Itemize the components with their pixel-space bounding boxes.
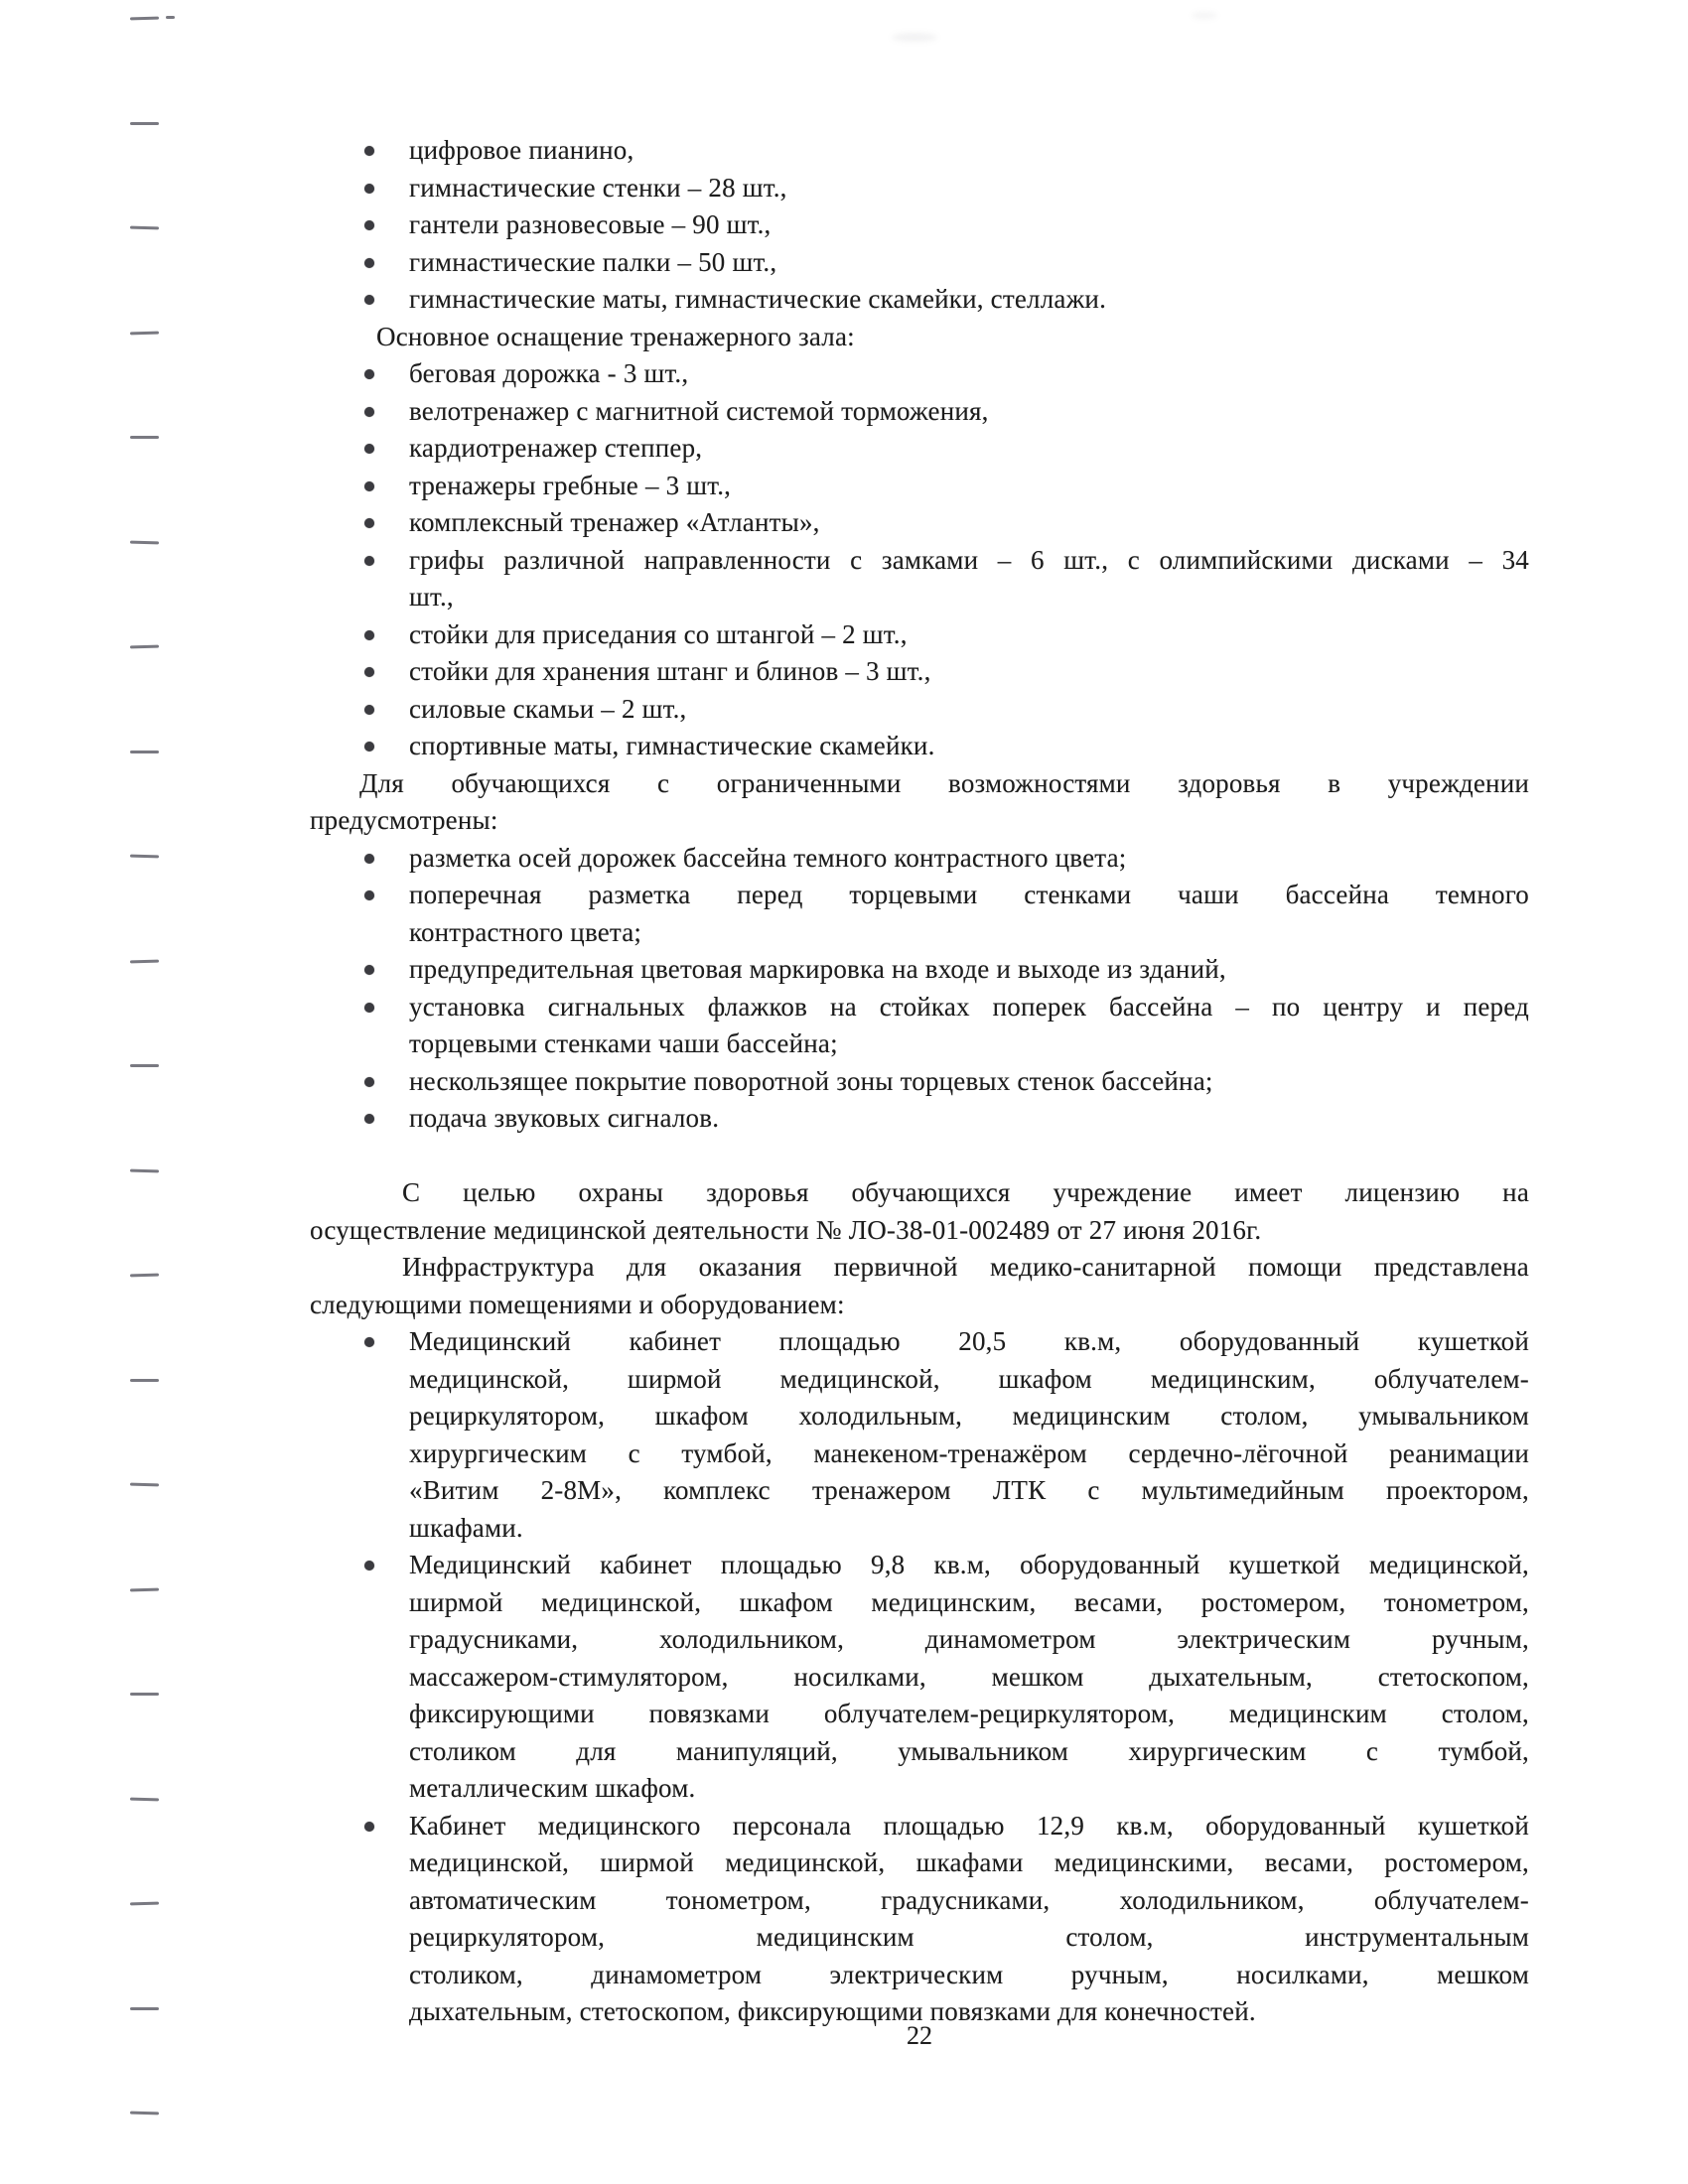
text-line: предупредительная цветовая маркировка на входе и выходе из зданий, <box>409 954 1226 984</box>
text-line: Медицинский кабинет площадью 9,8 кв.м, оборудованный кушеткой медицинской, <box>409 1550 1529 1579</box>
margin-dash-mark <box>130 436 159 439</box>
text-line: гимнастические палки – 50 шт., <box>409 246 777 277</box>
bullet-item <box>310 840 1529 878</box>
text-line: медицинской, ширмой медицинской, шкафом медицинским, облучателем- <box>409 1363 1529 1394</box>
text-line: гимнастические стенки – 28 шт., <box>409 172 787 203</box>
margin-dash-mark <box>130 2112 159 2116</box>
paragraph <box>310 765 1529 840</box>
bullet-item <box>310 504 1529 542</box>
bullet-icon <box>364 1822 374 1832</box>
text-line: дыхательным, стетоскопом, фиксирующими повязками для конечностей. <box>409 1996 1256 2026</box>
paragraph <box>310 1174 1529 1249</box>
bullet-item <box>310 691 1529 729</box>
text-line: столиком для манипуляций, умывальником хирургическим с тумбой, <box>409 1735 1529 1766</box>
text-line: градусниками, холодильником, динамометром электрическим ручным, <box>409 1624 1529 1654</box>
bullet-item <box>310 1808 1529 2031</box>
bullet-icon <box>364 1561 374 1570</box>
text-line: металлическим шкафом. <box>409 1773 696 1803</box>
bullet-icon <box>364 220 374 230</box>
bullet-item <box>310 355 1529 393</box>
text-line: беговая дорожка - 3 шт., <box>409 358 689 388</box>
text-line: предусмотрены: <box>310 805 498 835</box>
margin-dash-mark <box>166 16 175 19</box>
text-line: шт., <box>409 582 454 612</box>
bullet-item <box>310 989 1529 1063</box>
text-line: рециркулятором, шкафом холодильным, медицинским столом, умывальником <box>409 1401 1529 1431</box>
text-line: С целью охраны здоровья обучающихся учреждение имеет лицензию на <box>402 1177 1529 1207</box>
page-number: 22 <box>907 2021 932 2050</box>
text-line: «Витим 2-8М», комплекс тренажером ЛТК с мультимедийным проектором, <box>409 1475 1529 1505</box>
margin-dash-mark <box>130 1483 159 1487</box>
bullet-icon <box>364 518 374 528</box>
margin-dash-mark <box>130 540 159 544</box>
text-line: установка сигнальных флажков на стойках поперек бассейна – по центру и перед <box>409 991 1529 1022</box>
text-line: гимнастические маты, гимнастические скамейки, стеллажи. <box>409 284 1107 314</box>
text-line: ширмой медицинской, шкафом медицинским, весами, ростомером, тонометром, <box>409 1586 1529 1617</box>
bullet-item <box>310 468 1529 505</box>
subheader <box>376 319 1529 356</box>
bullet-icon <box>364 444 374 454</box>
text-line: спортивные маты, гимнастические скамейки. <box>409 731 935 760</box>
bullet-item <box>310 244 1529 282</box>
bullet-icon <box>364 667 374 677</box>
scan-smudge <box>892 33 937 42</box>
text-line: столиком, динамометром электрическим ручным, носилками, мешком <box>409 1959 1529 1989</box>
text-line: Медицинский кабинет площадью 20,5 кв.м, оборудованный кушеткой <box>409 1326 1529 1356</box>
text-line: фиксирующими повязками облучателем-рециркулятором, медицинским столом, <box>409 1699 1529 1728</box>
bullet-item <box>310 877 1529 951</box>
text-line: гантели разновесовые – 90 шт., <box>409 209 772 239</box>
text-line: осуществление медицинской деятельности № ЛО-38-01-002489 от 27 июня 2016г. <box>310 1214 1262 1245</box>
margin-dash-mark <box>130 855 159 859</box>
text-line: грифы различной направленности с замками – 6 шт., с олимпийскими дисками – 34 <box>409 544 1529 575</box>
margin-dash-mark <box>130 226 159 230</box>
text-line: цифровое пианино, <box>409 135 634 165</box>
margin-dash-mark <box>130 1168 159 1172</box>
bullet-item <box>310 1063 1529 1101</box>
bullet-icon <box>364 258 374 268</box>
text-line: разметка осей дорожек бассейна темного контрастного цвета; <box>409 842 1127 873</box>
bullet-item <box>310 393 1529 431</box>
text-line: силовые скамьи – 2 шт., <box>409 693 687 724</box>
text-line: хирургическим с тумбой, манекеном-тренажёром сердечно-лёгочной реанимации <box>409 1437 1529 1468</box>
spacer <box>310 1138 1529 1175</box>
bullet-icon <box>364 369 374 379</box>
text-line: велотренажер с магнитной системой торможения, <box>409 395 989 426</box>
margin-dash-mark <box>130 751 159 753</box>
margin-dash-mark <box>130 1693 159 1696</box>
text-line: автоматическим тонометром, градусниками, холодильником, облучателем- <box>409 1884 1529 1915</box>
margin-dash-mark <box>130 645 159 649</box>
text-line: следующими помещениями и оборудованием: <box>310 1289 845 1319</box>
bullet-icon <box>364 146 374 156</box>
bullet-item <box>310 132 1529 170</box>
bullet-icon <box>364 630 374 640</box>
text-line: Инфраструктура для оказания первичной медико-санитарной помощи представлена <box>402 1252 1529 1282</box>
paragraph <box>310 1249 1529 1323</box>
bullet-icon <box>364 965 374 975</box>
text-line: подача звуковых сигналов. <box>409 1103 720 1133</box>
bullet-item <box>310 951 1529 989</box>
text-line: стойки для приседания со штангой – 2 шт., <box>409 618 908 649</box>
bullet-icon <box>364 1003 374 1013</box>
bullet-icon <box>364 407 374 417</box>
bullet-icon <box>364 481 374 491</box>
text-line: медицинской, ширмой медицинской, шкафами медицинскими, весами, ростомером, <box>409 1847 1529 1877</box>
text-line: торцевыми стенками чаши бассейна; <box>409 1028 838 1058</box>
bullet-item <box>310 430 1529 468</box>
scan-smudge <box>1192 12 1217 19</box>
text-line: комплексный тренажер «Атланты», <box>409 507 820 537</box>
margin-dash-mark <box>130 1902 159 1906</box>
bullet-item <box>310 1547 1529 1808</box>
margin-dash-mark <box>130 959 159 963</box>
margin-dash-mark <box>130 1379 159 1382</box>
margin-dash-mark <box>130 1587 159 1591</box>
bullet-icon <box>364 1114 374 1124</box>
text-line: Кабинет медицинского персонала площадью 12,9 кв.м, оборудованный кушеткой <box>409 1810 1529 1841</box>
bullet-item <box>310 281 1529 319</box>
margin-dash-mark <box>130 122 159 125</box>
bullet-item <box>310 1100 1529 1138</box>
text-line: тренажеры гребные – 3 шт., <box>409 470 732 500</box>
text-line: Основное оснащение тренажерного зала: <box>376 321 855 351</box>
margin-dash-mark <box>130 1064 159 1067</box>
text-line: рециркулятором, медицинским столом, инструментальным <box>409 1922 1529 1952</box>
margin-dash-mark <box>130 2007 159 2010</box>
margin-dash-mark <box>130 1797 159 1801</box>
bullet-icon <box>364 854 374 864</box>
document-content <box>310 132 1529 2031</box>
margin-dash-mark <box>130 331 159 335</box>
bullet-item <box>310 542 1529 616</box>
bullet-icon <box>364 1077 374 1087</box>
bullet-item <box>310 728 1529 765</box>
text-line: Для обучающихся с ограниченными возможностями здоровья в учреждении <box>359 767 1529 798</box>
text-line: нескользящее покрытие поворотной зоны торцевых стенок бассейна; <box>409 1065 1213 1096</box>
text-line: стойки для хранения штанг и блинов – 3 шт., <box>409 656 931 686</box>
bullet-item <box>310 653 1529 691</box>
text-line: контрастного цвета; <box>409 916 642 947</box>
bullet-icon <box>364 1337 374 1347</box>
text-line: массажером-стимулятором, носилками, мешком дыхательным, стетоскопом, <box>409 1661 1529 1692</box>
bullet-icon <box>364 705 374 715</box>
text-line: поперечная разметка перед торцевыми стенками чаши бассейна темного <box>409 880 1529 909</box>
margin-dash-mark <box>130 1274 159 1278</box>
bullet-icon <box>364 890 374 900</box>
bullet-item <box>310 1323 1529 1547</box>
text-line: шкафами. <box>409 1512 523 1543</box>
bullet-item <box>310 170 1529 207</box>
bullet-item <box>310 206 1529 244</box>
bullet-icon <box>364 556 374 566</box>
bullet-item <box>310 616 1529 654</box>
bullet-icon <box>364 742 374 751</box>
margin-dash-mark <box>130 17 159 21</box>
text-line: кардиотренажер степпер, <box>409 433 703 463</box>
bullet-icon <box>364 184 374 194</box>
bullet-icon <box>364 295 374 305</box>
